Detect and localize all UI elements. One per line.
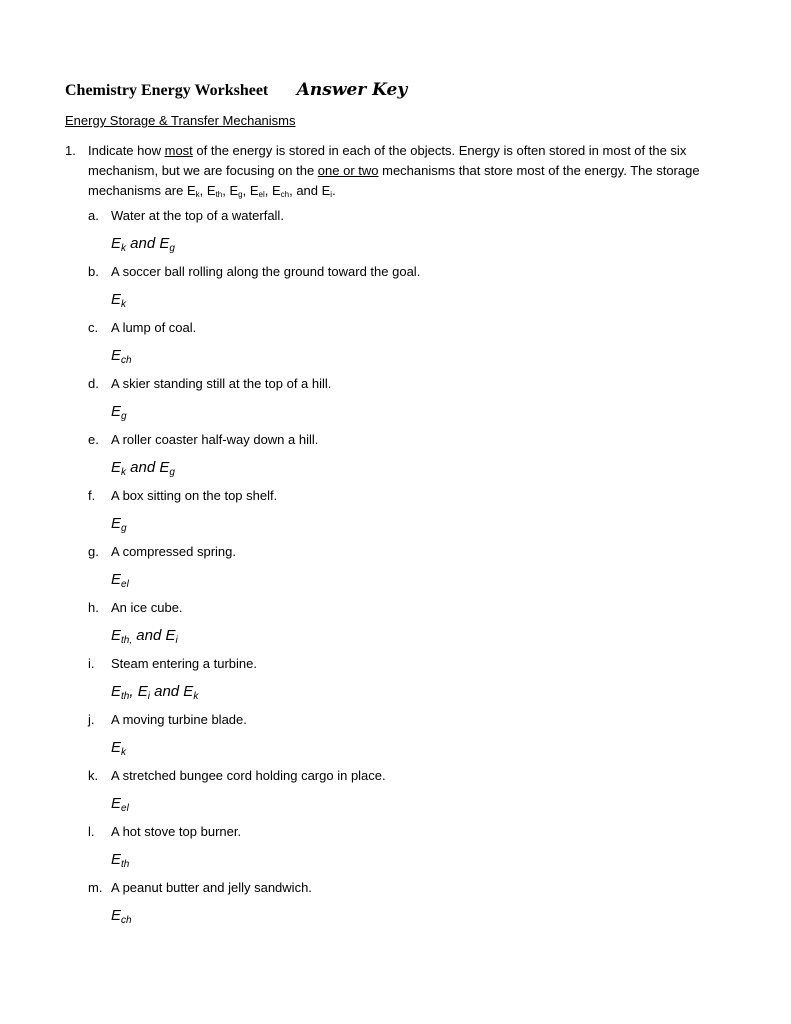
sub-question-letter: m. — [88, 880, 103, 895]
answer-text: E — [111, 851, 122, 868]
question-text-part: , E — [199, 183, 216, 198]
sub-question-text: A skier standing still at the top of a hill. — [111, 376, 332, 391]
sub-question — [88, 599, 183, 617]
sub-question-text: A compressed spring. — [111, 544, 237, 559]
question-text-part: , E — [264, 183, 281, 198]
answer-text: and E — [149, 683, 194, 700]
emphasis-one-or-two: one or two — [317, 163, 379, 178]
answer-text: and E — [126, 235, 170, 252]
subscript: el — [258, 190, 265, 199]
section-title: Energy Storage & Transfer Mechanisms — [65, 113, 296, 128]
sub-question-letter: e. — [88, 432, 99, 447]
question-text — [88, 141, 725, 201]
sub-question-text: An ice cube. — [111, 600, 183, 615]
sub-question-text: A lump of coal. — [111, 320, 197, 335]
answer-subscript: k — [121, 243, 127, 254]
question-text-part: , E — [242, 183, 259, 198]
answer-text: E — [111, 683, 122, 700]
answer — [111, 514, 127, 534]
answer-subscript: ch — [121, 915, 132, 926]
answer-subscript: th — [121, 691, 130, 702]
answer-text: E — [111, 403, 122, 420]
question-text-part: mechanisms that store most of the energy. The storage mechanisms are E — [88, 163, 700, 198]
sub-question — [88, 879, 312, 897]
answer-text: E — [111, 347, 122, 364]
sub-question-text: Steam entering a turbine. — [111, 656, 257, 671]
question-number: 1. — [65, 143, 76, 158]
answer — [111, 402, 127, 422]
page-title: Chemistry Energy Worksheet — [65, 82, 269, 99]
sub-question — [88, 319, 196, 337]
sub-question — [88, 543, 236, 561]
answer-subscript: th, — [121, 635, 133, 646]
subscript: ch — [280, 190, 290, 199]
question-text-part: , and E — [289, 183, 331, 198]
answer — [111, 290, 126, 310]
answer-text: E — [111, 795, 122, 812]
sub-question — [88, 263, 420, 281]
sub-question-text: A stretched bungee cord holding cargo in place. — [111, 768, 386, 783]
sub-question-text: Water at the top of a waterfall. — [111, 208, 284, 223]
question-text-part: , E — [222, 183, 239, 198]
answer-subscript: i — [175, 635, 178, 646]
answer — [111, 850, 129, 870]
answer-text: E — [111, 515, 122, 532]
subscript: i — [330, 190, 333, 199]
sub-question-letter: f. — [88, 488, 96, 503]
answer — [111, 570, 129, 590]
answer-subscript: k — [121, 467, 127, 478]
sub-question-letter: i. — [88, 656, 95, 671]
answer — [111, 234, 175, 254]
answer-text: and E — [126, 459, 170, 476]
sub-question-letter: d. — [88, 376, 99, 391]
sub-question — [88, 207, 284, 225]
sub-question-letter: j. — [88, 712, 95, 727]
sub-question — [88, 823, 241, 841]
sub-question — [88, 767, 386, 785]
answer-subscript: k — [193, 691, 199, 702]
answer-text: and E — [132, 627, 176, 644]
answer-subscript: el — [121, 579, 129, 590]
answer — [111, 738, 126, 758]
answer-text: , E — [129, 683, 148, 700]
sub-question-letter: h. — [88, 600, 99, 615]
answer-text: E — [111, 235, 122, 252]
answer — [111, 682, 198, 702]
answer-subscript: ch — [121, 355, 132, 366]
sub-question-text: A peanut butter and jelly sandwich. — [111, 880, 312, 895]
answer-text: E — [111, 627, 122, 644]
answer — [111, 458, 175, 478]
answer-text: E — [111, 459, 122, 476]
answer-text: E — [111, 739, 122, 756]
sub-question — [88, 431, 318, 449]
sub-question-letter: l. — [88, 824, 95, 839]
subscript: g — [238, 190, 243, 199]
answer-subscript: k — [121, 747, 127, 758]
answer-subscript: g — [169, 243, 175, 254]
sub-question-letter: a. — [88, 208, 99, 223]
answer-subscript: k — [121, 299, 127, 310]
sub-question-letter: g. — [88, 544, 99, 559]
header — [65, 80, 407, 100]
sub-question-letter: b. — [88, 264, 99, 279]
sub-question-text: A hot stove top burner. — [111, 824, 242, 839]
answer-subscript: th — [121, 859, 130, 870]
answer — [111, 346, 132, 366]
sub-question-text: A roller coaster half-way down a hill. — [111, 432, 319, 447]
answer-subscript: g — [121, 523, 127, 534]
subscript: th — [215, 190, 223, 199]
question-1 — [65, 141, 725, 201]
answer-subscript: el — [121, 803, 129, 814]
sub-question-text: A soccer ball rolling along the ground toward the goal. — [111, 264, 421, 279]
answer-subscript: i — [147, 691, 150, 702]
answer-text: E — [111, 571, 122, 588]
sub-question-text: A box sitting on the top shelf. — [111, 488, 278, 503]
answer — [111, 906, 132, 926]
sub-question — [88, 487, 277, 505]
answer-text: E — [111, 291, 122, 308]
answer-subscript: g — [169, 467, 175, 478]
emphasis-most: most — [164, 143, 193, 158]
sub-question-letter: c. — [88, 320, 99, 335]
sub-question-letter: k. — [88, 768, 99, 783]
sub-question-text: A moving turbine blade. — [111, 712, 247, 727]
sub-question — [88, 375, 331, 393]
question-text-part: . — [332, 183, 336, 198]
answer — [111, 626, 178, 646]
question-text-part: of the energy is stored in each of the objects. Energy is often stored in most of the six mechanism, but we are focusing on the — [88, 143, 687, 178]
answer — [111, 794, 129, 814]
answer-key-label: Answer Key — [296, 80, 408, 100]
subscript: k — [195, 190, 200, 199]
question-text-part: Indicate how — [88, 143, 165, 158]
sub-question — [88, 655, 257, 673]
sub-question — [88, 711, 247, 729]
answer-subscript: g — [121, 411, 127, 422]
answer-text: E — [111, 907, 122, 924]
